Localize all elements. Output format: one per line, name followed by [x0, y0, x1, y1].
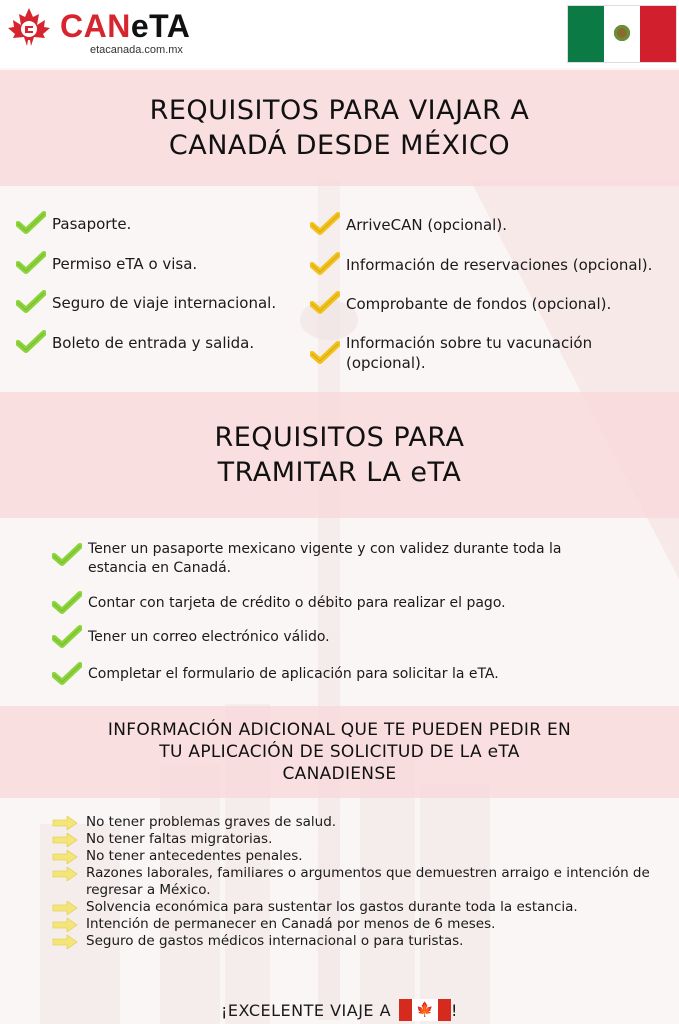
- green-check-icon: [52, 591, 82, 615]
- footer-text: ¡EXCELENTE VIAJE A: [221, 1000, 392, 1020]
- green-check-icon: [16, 251, 46, 275]
- arrow-right-icon: [52, 901, 78, 915]
- list-item: Completar el formulario de aplicación para solicitar la eTA.: [52, 665, 499, 686]
- green-check-icon: [52, 662, 82, 686]
- section2-title-band: [0, 392, 679, 518]
- arrow-right-icon: [52, 850, 78, 864]
- arrow-right-icon: [52, 918, 78, 932]
- list-item: Intención de permanecer en Canadá por menos de 6 meses.: [52, 916, 652, 933]
- list-item: Información sobre tu vacunación (opcional).: [310, 333, 650, 373]
- green-check-icon: [16, 290, 46, 314]
- green-check-icon: [52, 625, 82, 649]
- list-item: Contar con tarjeta de crédito o débito para realizar el pago.: [52, 594, 506, 615]
- yellow-check-icon: [310, 212, 340, 236]
- brand-logo[interactable]: [60, 8, 190, 44]
- list-item: Tener un correo electrónico válido.: [52, 628, 330, 649]
- list-item: No tener problemas graves de salud.: [52, 814, 652, 831]
- maple-leaf-logo-icon: [6, 6, 52, 52]
- list-item: Boleto de entrada y salida.: [16, 333, 254, 354]
- site-url[interactable]: etacanada.com.mx: [90, 44, 183, 56]
- section1-title-band: [0, 70, 679, 186]
- list-item: No tener faltas migratorias.: [52, 831, 652, 848]
- list-item: Razones laborales, familiares o argumentos que demuestren arraigo e intención de regresar a México.: [52, 865, 652, 899]
- list-item: Solvencia económica para sustentar los gastos durante toda la estancia.: [52, 899, 652, 916]
- yellow-check-icon: [310, 341, 340, 365]
- list-item: Pasaporte.: [16, 214, 131, 235]
- green-check-icon: [16, 330, 46, 354]
- section3-title-band: [0, 706, 679, 798]
- canada-flag-icon: 🍁: [399, 999, 451, 1021]
- list-item: Información de reservaciones (opcional).: [310, 255, 652, 276]
- list-item: Seguro de gastos médicos internacional o para turistas.: [52, 933, 652, 950]
- list-item: Seguro de viaje internacional.: [16, 293, 276, 314]
- section2-title: REQUISITOS PARA TRAMITAR LA eTA: [214, 422, 465, 488]
- list-item: ArriveCAN (opcional).: [310, 215, 507, 236]
- list-item: Permiso eTA o visa.: [16, 254, 197, 275]
- additional-info-list: [52, 814, 652, 950]
- site-header: [0, 0, 679, 68]
- green-check-icon: [52, 543, 82, 567]
- section1-title: REQUISITOS PARA VIAJAR A CANADÁ DESDE MÉXICO: [149, 95, 530, 161]
- yellow-check-icon: [310, 252, 340, 276]
- mexico-flag-icon: [567, 5, 677, 63]
- logo-eta: eTA: [130, 8, 191, 44]
- arrow-right-icon: [52, 833, 78, 847]
- footer-message: [0, 996, 679, 1024]
- footer-exclamation: !: [451, 1000, 458, 1020]
- arrow-right-icon: [52, 816, 78, 830]
- list-item: Tener un pasaporte mexicano vigente y con validez durante toda la estancia en Canadá.: [52, 540, 572, 578]
- arrow-right-icon: [52, 867, 78, 881]
- yellow-check-icon: [310, 291, 340, 315]
- green-check-icon: [16, 211, 46, 235]
- logo-can: CAN: [60, 8, 131, 44]
- list-item: Comprobante de fondos (opcional).: [310, 294, 611, 315]
- list-item: No tener antecedentes penales.: [52, 848, 652, 865]
- arrow-right-icon: [52, 935, 78, 949]
- section3-title: INFORMACIÓN ADICIONAL QUE TE PUEDEN PEDIR EN TU APLICACIÓN DE SOLICITUD DE LA eTA CANADIENSE: [107, 720, 572, 784]
